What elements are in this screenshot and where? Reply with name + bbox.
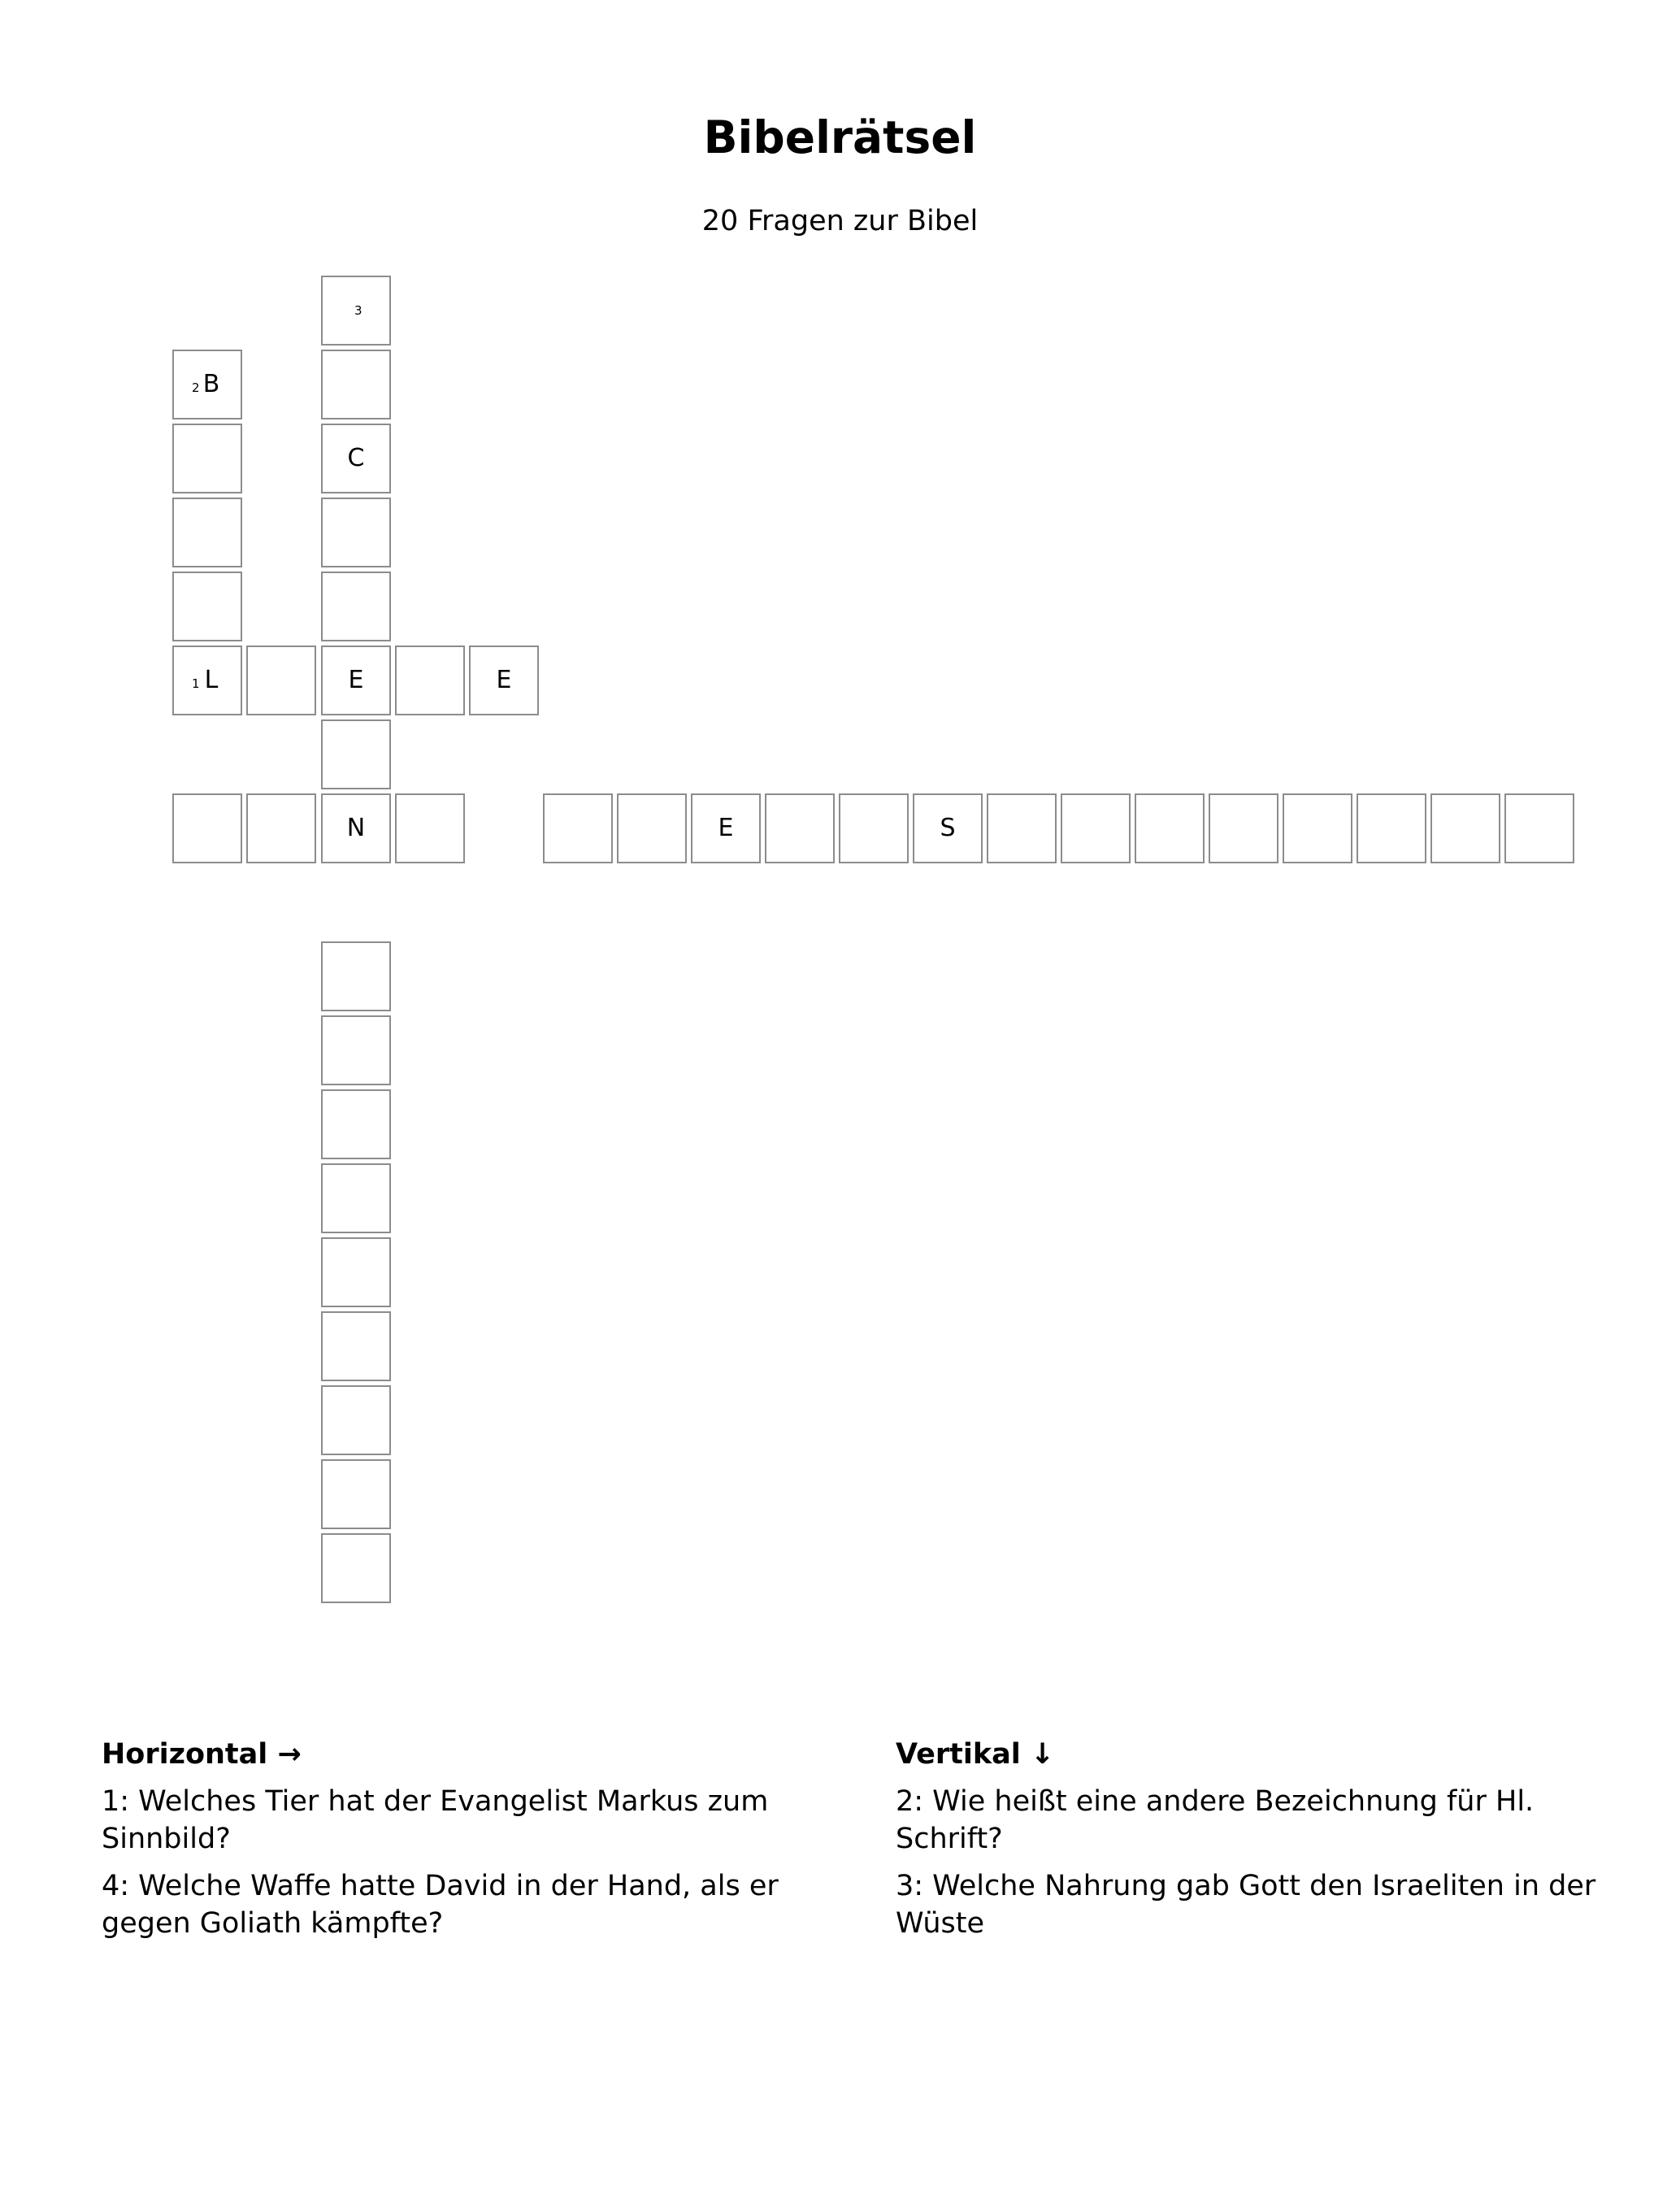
cell-letter: N [346, 814, 366, 842]
crossword-cell[interactable] [395, 645, 465, 715]
crossword-cell[interactable] [321, 645, 391, 715]
clue-number: 3 [354, 303, 362, 318]
crossword-cell[interactable] [469, 645, 539, 715]
clue-number: 1 [192, 676, 200, 691]
crossword-cell[interactable] [691, 793, 761, 863]
crossword-cell[interactable] [321, 1163, 391, 1233]
cell-letter: B [202, 370, 220, 398]
crossword-cell[interactable] [839, 793, 909, 863]
horizontal-clues [102, 1736, 874, 1952]
crossword-cell[interactable] [1504, 793, 1574, 863]
page-title: Bibelrätsel [703, 111, 977, 163]
crossword-cell[interactable] [1357, 793, 1426, 863]
clue-text: 1: Welches Tier hat der Evangelist Markus zum Sinnbild? [102, 1785, 769, 1855]
vertical-heading: Vertikal ↓ [896, 1738, 1055, 1771]
crossword-cell[interactable] [172, 572, 242, 641]
crossword-cell[interactable] [321, 793, 391, 863]
crossword-cell[interactable] [1209, 793, 1278, 863]
cell-letter: L [204, 666, 219, 694]
crossword-cell[interactable] [1135, 793, 1205, 863]
cell-letter: C [347, 444, 365, 472]
crossword-cell[interactable] [321, 572, 391, 641]
crossword-cell[interactable] [246, 645, 316, 715]
crossword-cell[interactable] [1283, 793, 1352, 863]
crossword-cell[interactable] [321, 424, 391, 493]
crossword-cell[interactable] [172, 424, 242, 493]
vertical-clues [896, 1736, 1627, 1952]
crossword-cell[interactable] [1430, 793, 1500, 863]
crossword-cell[interactable] [172, 350, 242, 419]
crossword-cell[interactable] [321, 1089, 391, 1159]
crossword-cell[interactable] [321, 1237, 391, 1307]
crossword-cell[interactable] [321, 1015, 391, 1085]
crossword-cell[interactable] [321, 1385, 391, 1455]
crossword-cell[interactable] [321, 350, 391, 419]
horizontal-heading: Horizontal → [102, 1738, 302, 1771]
cell-letter: S [940, 814, 956, 842]
crossword-cell[interactable] [321, 719, 391, 789]
crossword-cell[interactable] [617, 793, 687, 863]
crossword-cell[interactable] [543, 793, 613, 863]
cell-letter: E [496, 666, 512, 694]
crossword-cell[interactable] [321, 941, 391, 1011]
crossword-cell[interactable] [321, 1459, 391, 1529]
crossword-cell[interactable] [172, 645, 242, 715]
clue-number: 2 [192, 380, 200, 395]
crossword-cell[interactable] [321, 1533, 391, 1603]
crossword-cell[interactable] [913, 793, 983, 863]
cell-letter: E [718, 814, 734, 842]
page-subtitle: 20 Fragen zur Bibel [701, 205, 979, 237]
crossword-cell[interactable] [987, 793, 1057, 863]
crossword-cell[interactable] [172, 793, 242, 863]
clue-text: 4: Welche Waffe hatte David in der Hand, als er gegen Goliath kämpfte? [102, 1870, 779, 1940]
crossword-cell[interactable] [321, 276, 391, 346]
crossword-cell[interactable] [321, 498, 391, 567]
cell-letter: E [348, 666, 364, 694]
crossword-cell[interactable] [172, 498, 242, 567]
crossword-cell[interactable] [246, 793, 316, 863]
clue-text: 3: Welche Nahrung gab Gott den Israeliten in der Wüste [896, 1870, 1596, 1940]
crossword-cell[interactable] [395, 793, 465, 863]
crossword-cell[interactable] [1061, 793, 1131, 863]
crossword-cell[interactable] [321, 1311, 391, 1381]
clue-text: 2: Wie heißt eine andere Bezeichnung für Hl. Schrift? [896, 1785, 1535, 1855]
crossword-cell[interactable] [765, 793, 835, 863]
